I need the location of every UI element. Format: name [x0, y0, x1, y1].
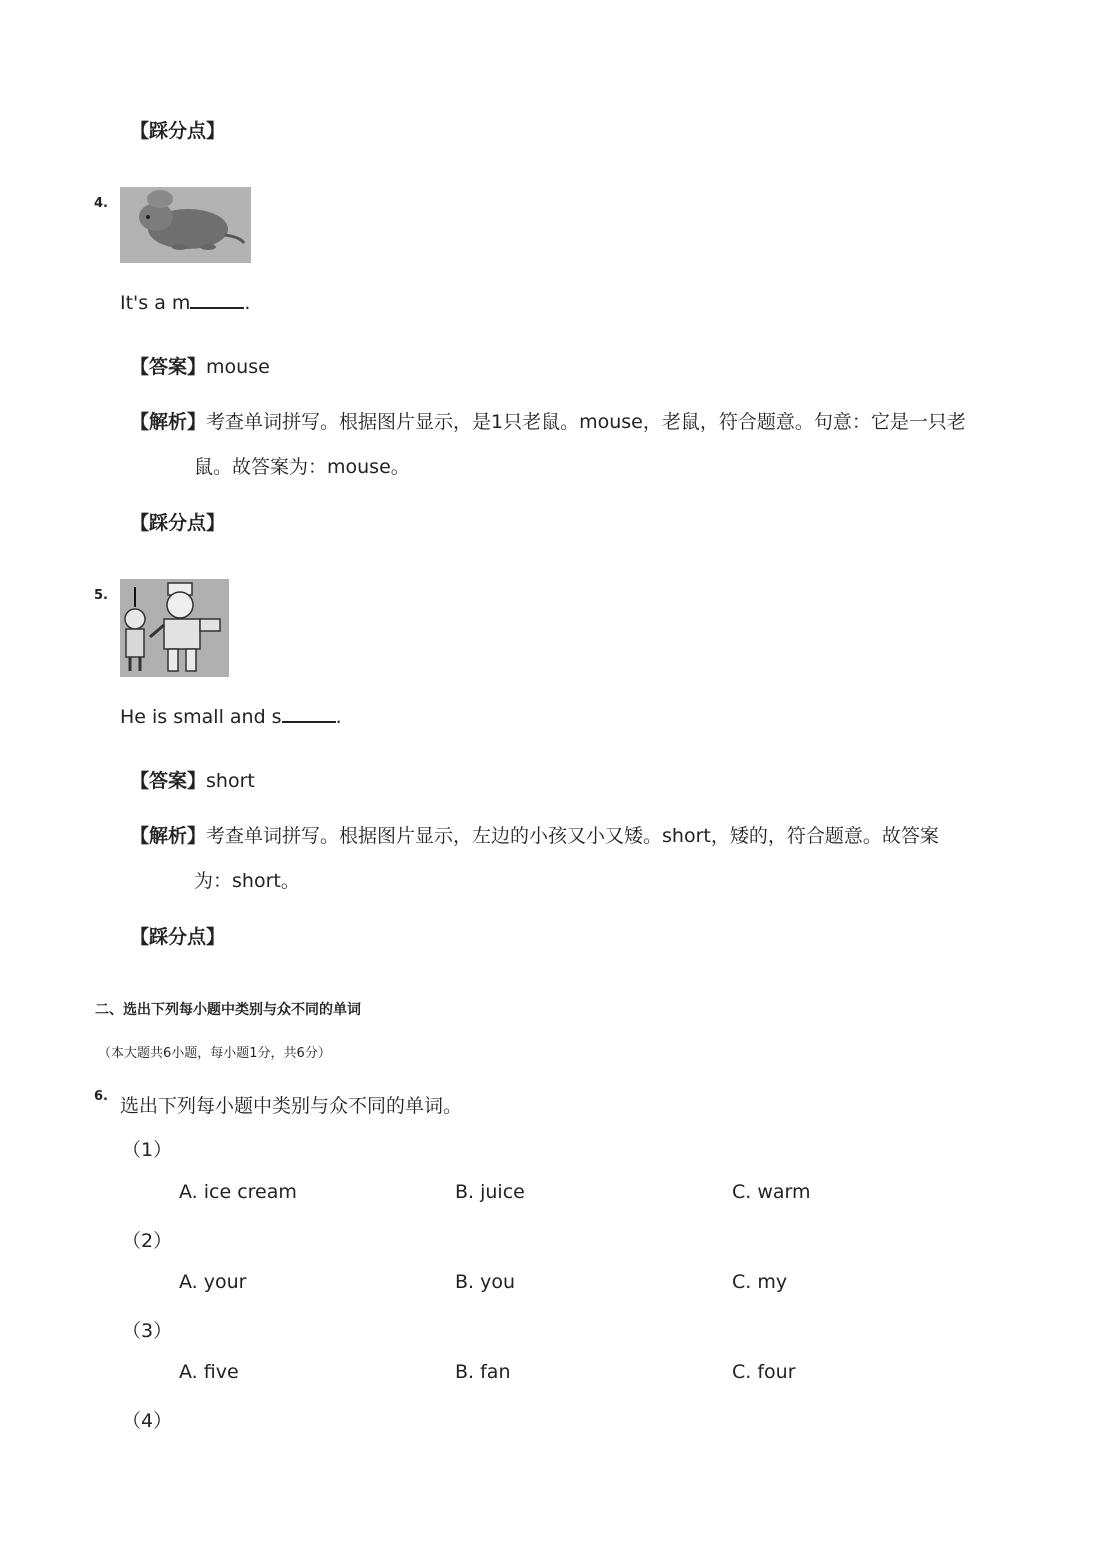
question-sentence — [120, 289, 250, 314]
analysis-label: 【解析】 — [130, 411, 207, 433]
option-a: A. your — [179, 1271, 247, 1293]
answer-label: 【答案】 — [130, 356, 207, 378]
score-point-label: 【踩分点】 — [130, 926, 226, 948]
score-point-label: 【踩分点】 — [130, 120, 226, 142]
sentence-end: . — [244, 292, 251, 314]
people-icon — [120, 579, 229, 677]
answer-blank — [190, 289, 244, 309]
sentence-text: It's a m — [120, 292, 191, 314]
analysis-row — [130, 407, 966, 434]
question-number: 5. — [94, 588, 108, 603]
sub-question-label: （4） — [122, 1410, 173, 1432]
option-a: A. ice cream — [179, 1181, 297, 1203]
option-c: C. four — [732, 1361, 796, 1383]
answer-label: 【答案】 — [130, 770, 207, 792]
option-b: B. you — [455, 1271, 516, 1293]
sub-question-label: （1） — [122, 1139, 173, 1161]
analysis-text-cont: 为：short。 — [194, 870, 300, 892]
score-point-label: 【踩分点】 — [130, 512, 226, 534]
sub-question-label: （2） — [122, 1230, 173, 1252]
answer-row — [130, 766, 255, 793]
boy-and-man-image — [120, 579, 229, 677]
analysis-row — [130, 821, 939, 848]
mouse-icon — [120, 187, 251, 263]
answer-value: short — [206, 770, 255, 792]
answer-value: mouse — [206, 356, 270, 378]
option-b: B. fan — [455, 1361, 511, 1383]
question-number: 4. — [94, 196, 108, 211]
analysis-text: 考查单词拼写。根据图片显示，左边的小孩又小又矮。short，矮的，符合题意。故答案 — [206, 825, 939, 847]
section-title: 二、选出下列每小题中类别与众不同的单词 — [95, 1002, 361, 1018]
answer-blank — [282, 703, 336, 723]
sentence-text: He is small and s — [120, 706, 282, 728]
analysis-text-cont: 鼠。故答案为：mouse。 — [194, 456, 410, 478]
sub-question-label: （3） — [122, 1320, 173, 1342]
option-a: A. five — [179, 1361, 239, 1383]
question-prompt: 选出下列每小题中类别与众不同的单词。 — [120, 1095, 463, 1117]
section-note: （本大题共6小题，每小题1分，共6分） — [98, 1046, 331, 1061]
option-c: C. warm — [732, 1181, 811, 1203]
sentence-end: . — [335, 706, 342, 728]
option-c: C. my — [732, 1271, 788, 1293]
analysis-text: 考查单词拼写。根据图片显示，是1只老鼠。mouse，老鼠，符合题意。句意：它是一只老 — [206, 411, 966, 433]
question-number: 6. — [94, 1089, 108, 1104]
question-sentence — [120, 703, 342, 728]
option-b: B. juice — [455, 1181, 525, 1203]
answer-row — [130, 352, 270, 379]
mouse-image — [120, 187, 251, 263]
analysis-label: 【解析】 — [130, 825, 207, 847]
